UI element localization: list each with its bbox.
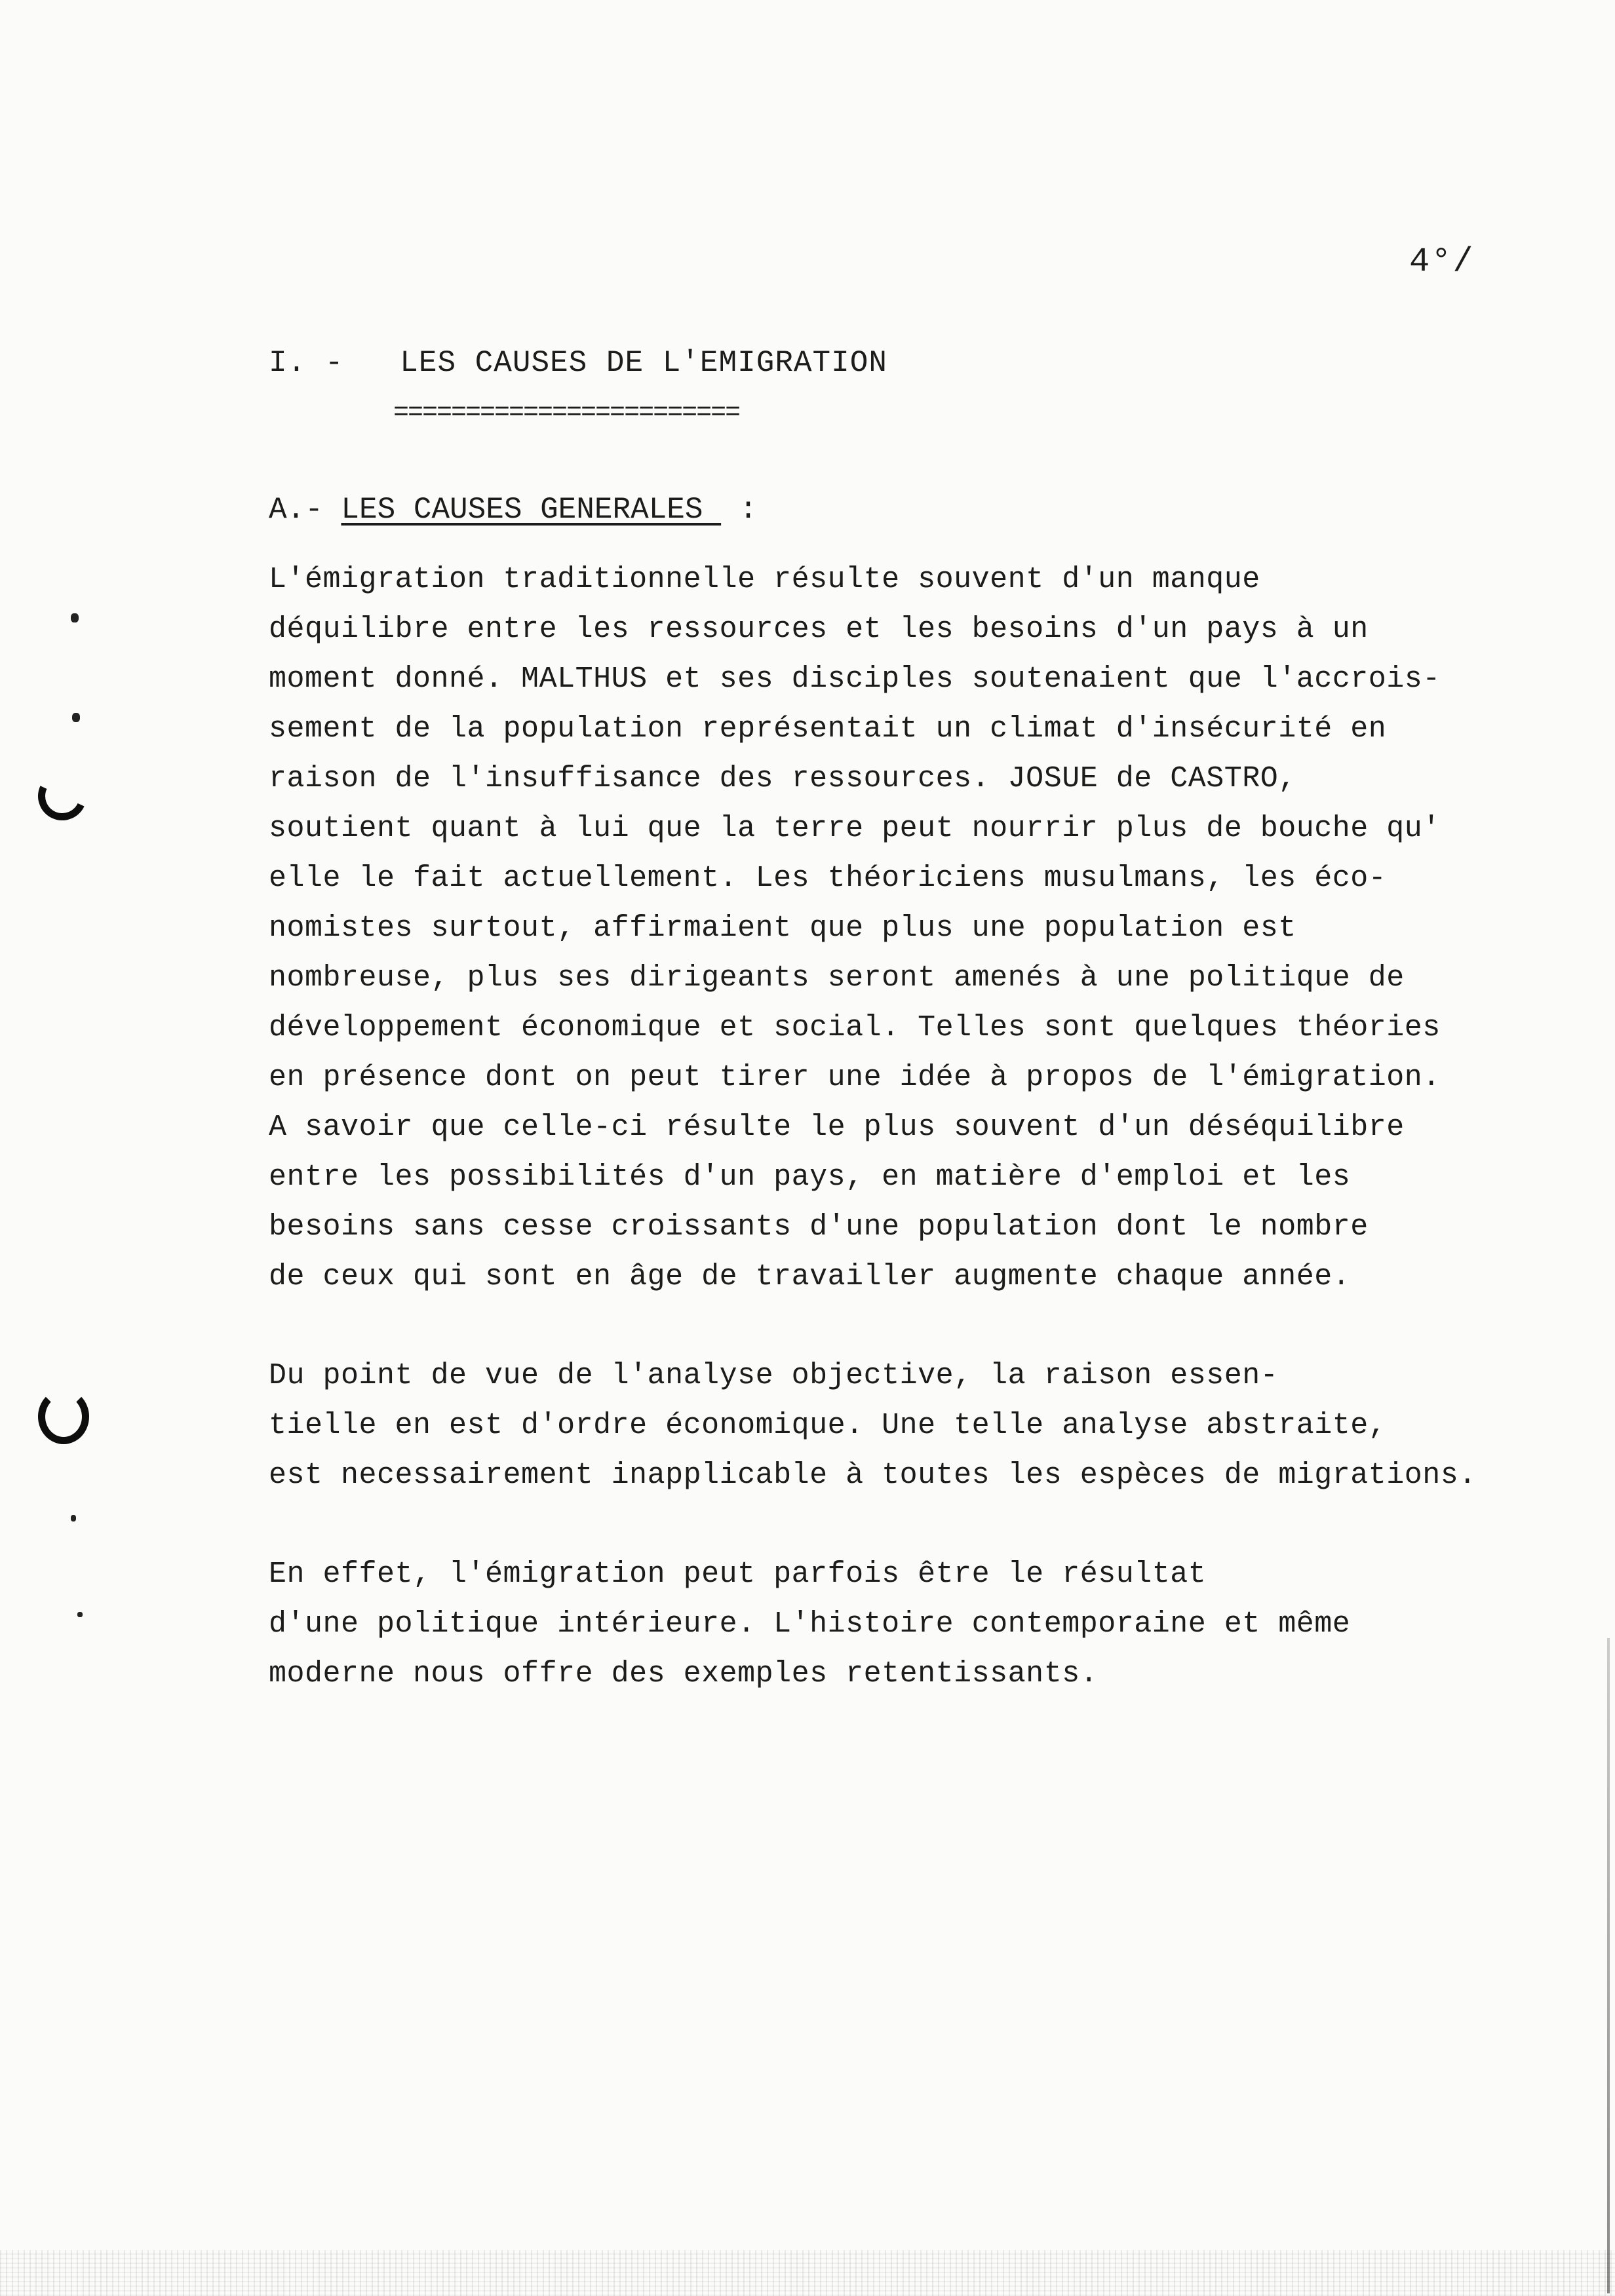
punch-hole-top	[31, 765, 94, 828]
heading-underline-rule: ========================	[393, 398, 740, 428]
punch-hole-bottom	[38, 1389, 89, 1444]
paragraph-internal-politics: En effet, l'émigration peut parfois être le résultat d'une politique intérieure. L'histoire contemporaine et même moderne nous offre des exemples retentissants.	[269, 1558, 1351, 1691]
subsection-suffix: :	[721, 493, 758, 527]
subsection-heading	[269, 493, 757, 527]
paragraph-general-causes: L'émigration traditionnelle résulte souvent d'un manque déquilibre entre les ressources et les besoins d'un pays à un moment donné. MALTHUS et ses disciples soutenaient que l'accrois- sement de la population représentait un climat d'insécurité en raison de l'insuffisance des ressources. JOSUE de CASTRO, soutient quant à lui que la terre peut nourrir plus de bouche qu' elle le fait actuellement. Les théoriciens musulmans, les éco- nomistes surtout, affirmaient que plus une population est nombreuse, plus ses dirigeants seront amenés à une politique de développement économique et social. Telles sont quelques théories en présence dont on peut tirer une idée à propos de l'émigration. A savoir que celle-ci résulte le plus souvent d'un déséquilibre entre les possibilités d'un pays, en matière d'emploi et les besoins sans cesse croissants d'une population dont le nombre de ceux qui sont en âge de travailler augmente chaque année.	[269, 563, 1441, 1293]
scan-edge	[1607, 1638, 1610, 2293]
scan-speck	[77, 1612, 83, 1617]
section-heading: I. - LES CAUSES DE L'EMIGRATION	[269, 346, 887, 380]
scan-noise	[0, 2250, 1615, 2296]
scan-speck	[71, 613, 79, 622]
scan-speck	[72, 713, 80, 722]
page-number: 4°/	[1409, 242, 1475, 281]
subsection-title: LES CAUSES GENERALES	[341, 493, 722, 527]
scan-speck	[71, 1515, 76, 1521]
paragraph-economic-analysis: Du point de vue de l'analyse objective, la raison essen- tielle en est d'ordre économique. Une telle analyse abstraite, est necessairement inapplicable à toutes les espèces de migrations.	[269, 1359, 1477, 1492]
subsection-prefix: A.-	[269, 493, 341, 527]
